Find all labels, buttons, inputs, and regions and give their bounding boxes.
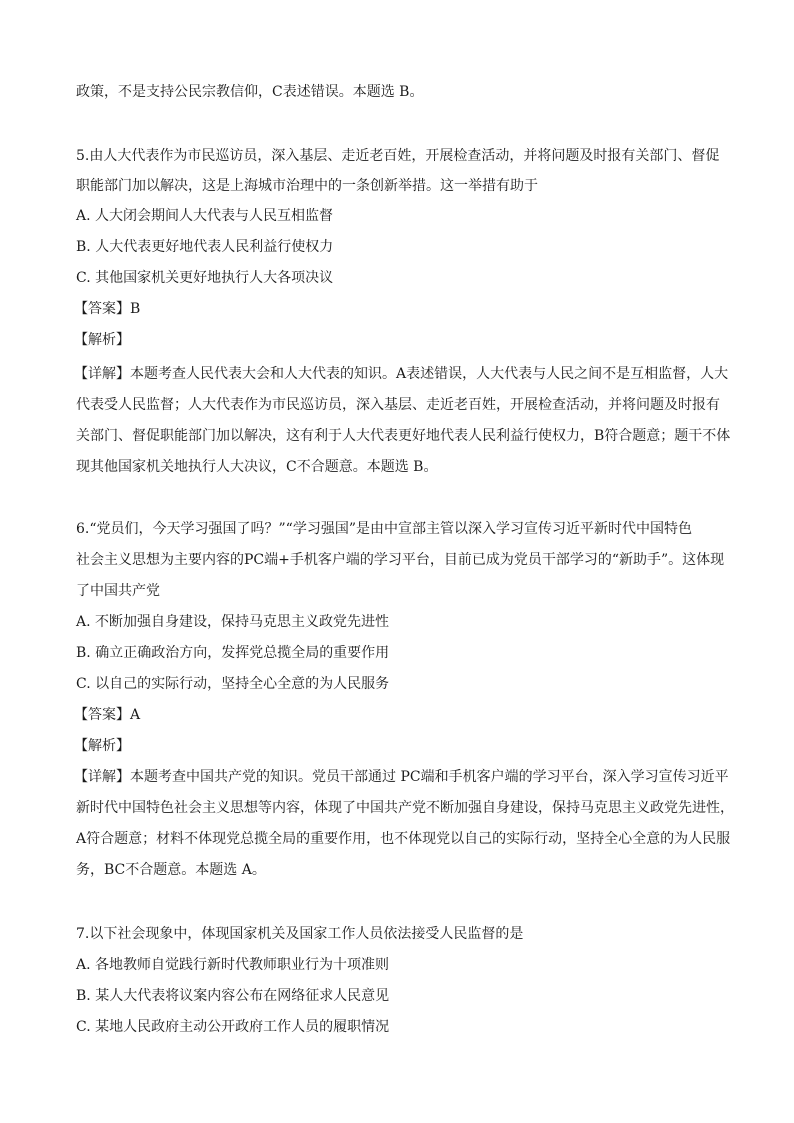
answer-label: 【答案】B bbox=[74, 301, 141, 317]
explanation-line: 关部门、督促职能部门加以解决，这有利于人大代表更好地代表人民利益行使权力，B符合题意；题干不体 bbox=[76, 428, 731, 444]
analysis-label: 【解析】 bbox=[74, 738, 130, 754]
question-5-stem: 职能部门加以解决，这是上海城市治理中的一条创新举措。这一举措有助于 bbox=[76, 178, 538, 194]
question-6-stem: 社会主义思想为主要内容的PC端+手机客户端的学习平台，目前已成为党员干部学习的“新助手”。这体现 bbox=[76, 552, 725, 568]
explanation-line: 【详解】本题考查人民代表大会和人大代表的知识。A表述错误，人大代表与人民之间不是互相监督，人大 bbox=[74, 366, 729, 382]
question-5-option-a: A. 人大闭会期间人大代表与人民互相监督 bbox=[76, 208, 334, 224]
question-5-option-b: B. 人大代表更好地代表人民利益行使权力 bbox=[76, 239, 334, 255]
explanation-line: 新时代中国特色社会主义思想等内容，体现了中国共产党不断加强自身建设，保持马克思主义政党先进性， bbox=[76, 800, 734, 816]
question-6-stem: 了中国共产党 bbox=[76, 583, 160, 599]
question-6-option-c: C. 以自己的实际行动，坚持全心全意的为人民服务 bbox=[76, 676, 390, 692]
question-7-option-c: C. 某地人民政府主动公开政府工作人员的履职情况 bbox=[76, 1019, 390, 1035]
question-5-option-c: C. 其他国家机关更好地执行人大各项决议 bbox=[76, 270, 334, 286]
explanation-line: 【详解】本题考查中国共产党的知识。党员干部通过 PC端和手机客户端的学习平台，深入学习宣传习近平 bbox=[74, 769, 729, 785]
explanation-line: 务，BC不合题意。本题选 A。 bbox=[76, 862, 266, 878]
question-7-option-a: A. 各地教师自觉践行新时代教师职业行为十项准则 bbox=[76, 957, 390, 973]
question-6-option-b: B. 确立正确政治方向，发挥党总揽全局的重要作用 bbox=[76, 645, 390, 661]
analysis-label: 【解析】 bbox=[74, 332, 130, 348]
text-line: 政策，不是支持公民宗教信仰，C表述错误。本题选 B。 bbox=[76, 84, 424, 100]
question-7-option-b: B. 某人大代表将议案内容公布在网络征求人民意见 bbox=[76, 988, 390, 1004]
answer-label: 【答案】A bbox=[74, 707, 141, 723]
question-7-stem: 7.以下社会现象中，体现国家机关及国家工作人员依法接受人民监督的是 bbox=[76, 926, 524, 942]
explanation-line: 现其他国家机关地执行人大决议，C不合题意。本题选 B。 bbox=[76, 459, 438, 475]
explanation-line: A符合题意；材料不体现党总揽全局的重要作用，也不体现党以自己的实际行动，坚持全心全意的为人民服 bbox=[76, 831, 731, 847]
explanation-line: 代表受人民监督；人大代表作为市民巡访员，深入基层、走近老百姓，开展检查活动，并将问题及时报有 bbox=[76, 397, 720, 413]
question-5-stem: 5.由人大代表作为市民巡访员，深入基层、走近老百姓，开展检查活动，并将问题及时报有关部门、督促 bbox=[76, 148, 720, 164]
question-6-option-a: A. 不断加强自身建设，保持马克思主义政党先进性 bbox=[76, 614, 390, 630]
question-6-stem: 6.“党员们，今天学习强国了吗？”“学习强国”是由中宣部主管以深入学习宣传习近平新时代中国特色 bbox=[76, 521, 692, 537]
